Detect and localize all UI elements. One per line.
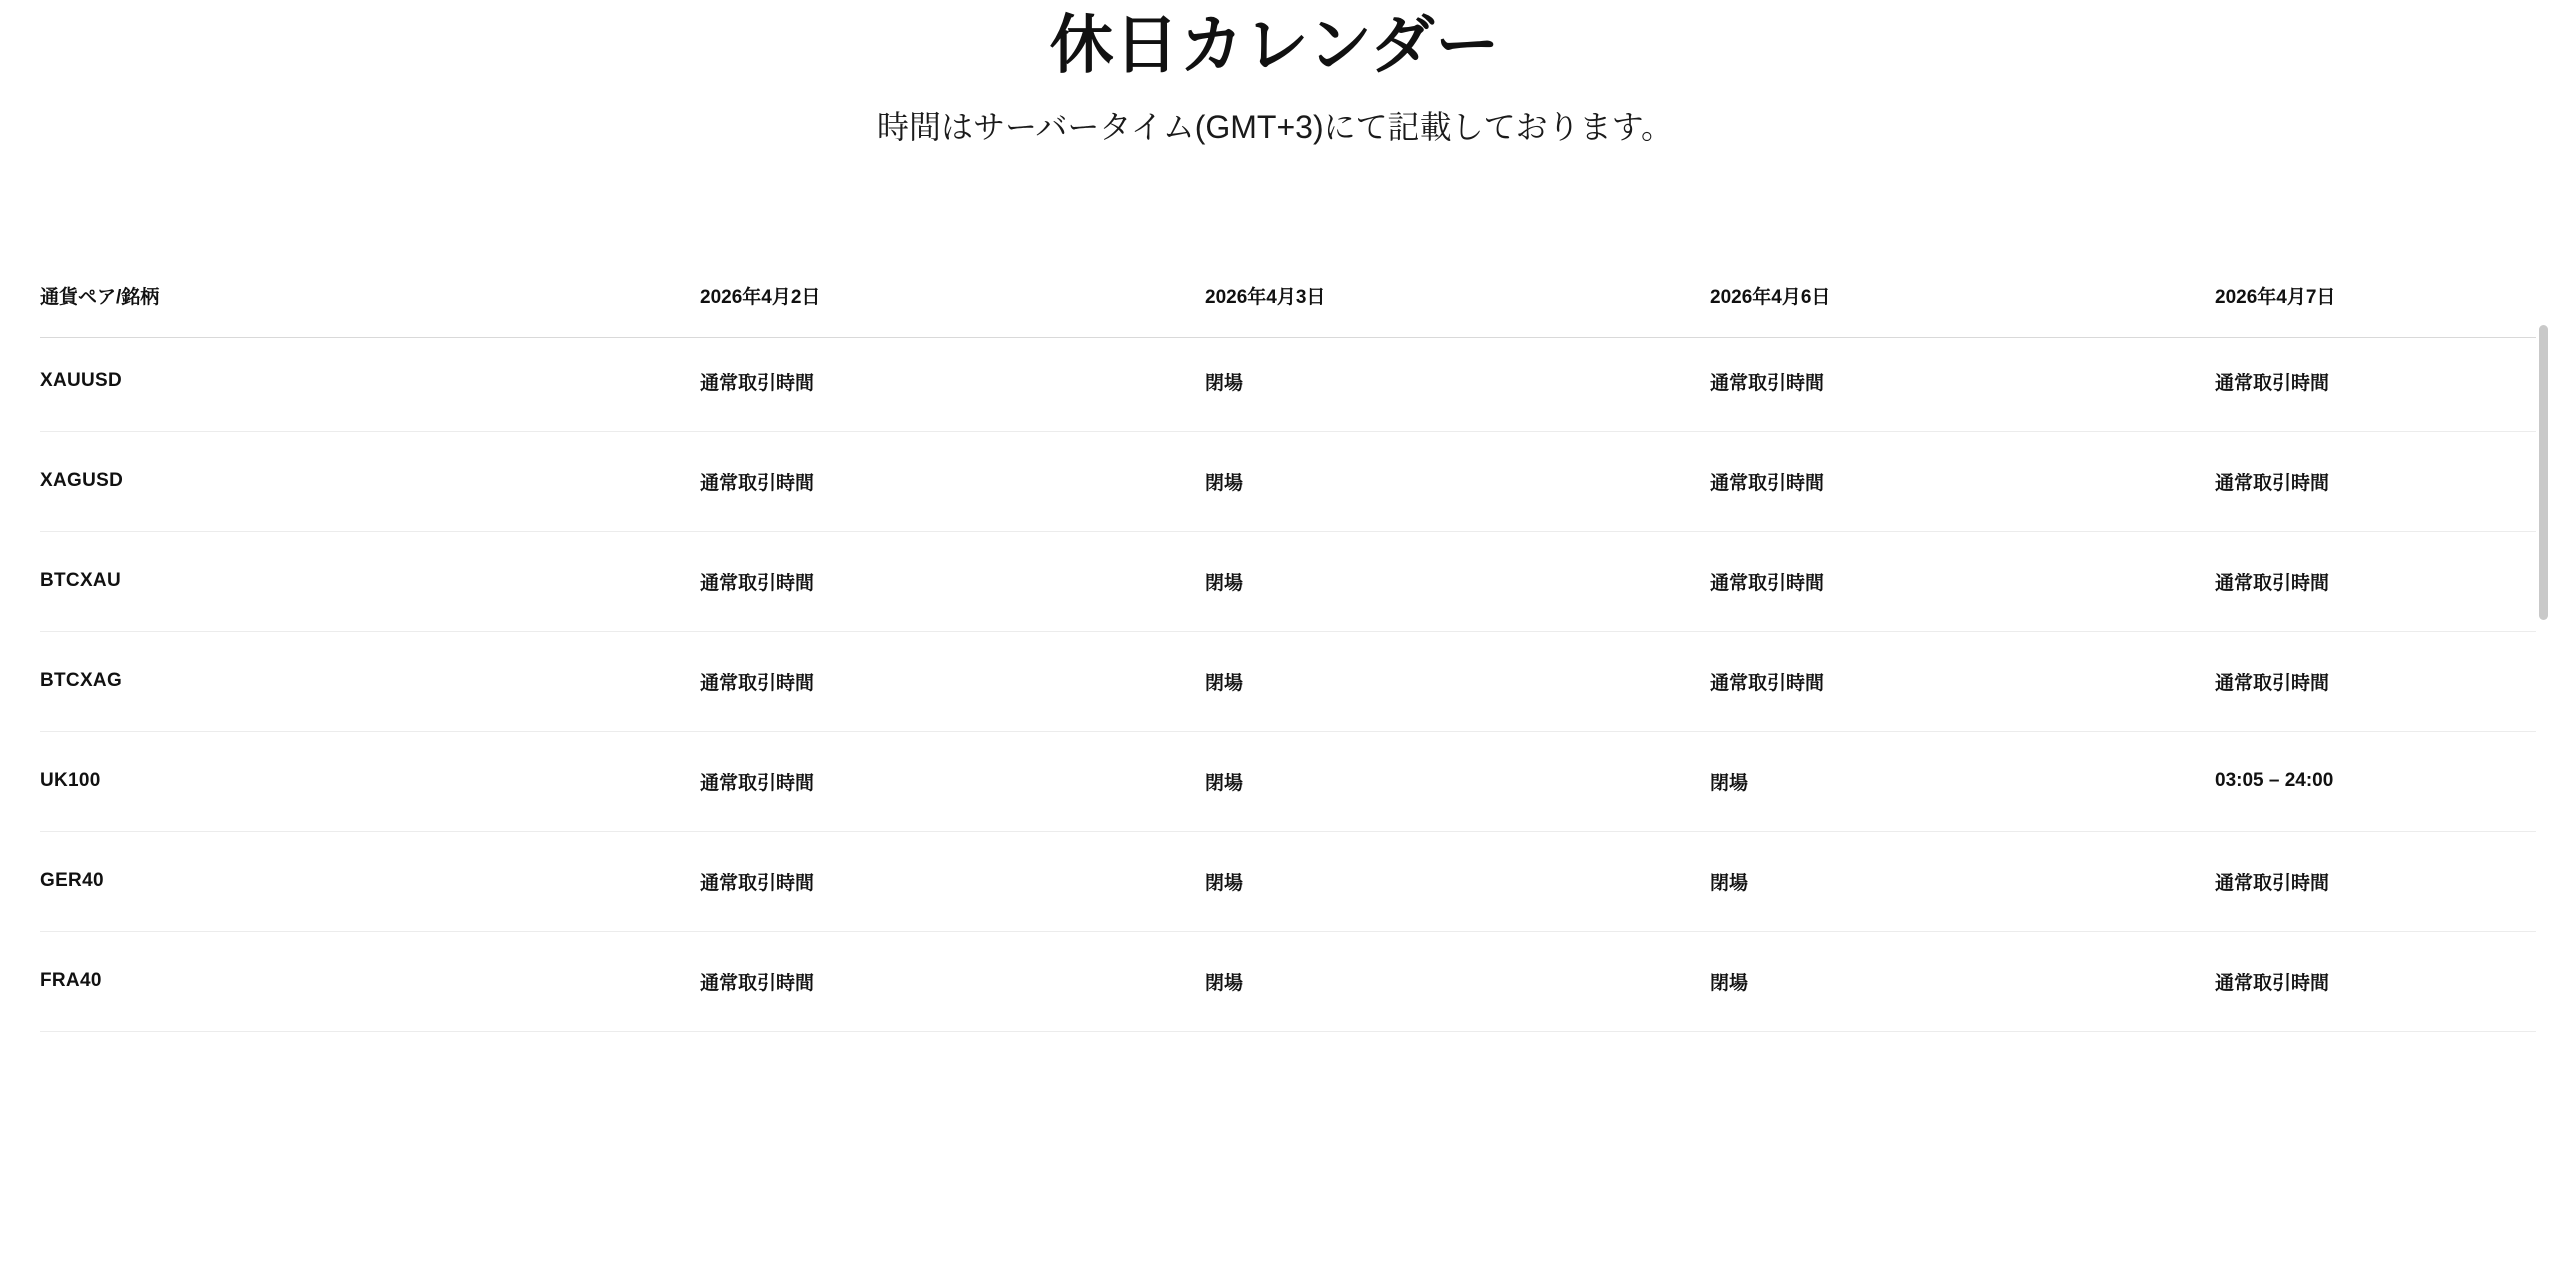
cell-status: 通常取引時間 — [2215, 631, 2540, 731]
cell-status: 閉場 — [1205, 731, 1710, 831]
column-header-date-4: 2026年4月7日 — [2215, 286, 2336, 308]
cell-status: 閉場 — [1205, 337, 1710, 431]
cell-status: 通常取引時間 — [700, 731, 1205, 831]
cell-status: 通常取引時間 — [1710, 337, 2215, 431]
table-header — [40, 282, 2540, 338]
table-body — [40, 337, 2540, 1031]
scrollbar-thumb[interactable] — [2539, 325, 2548, 620]
cell-status: 通常取引時間 — [1710, 531, 2215, 631]
cell-status: 通常取引時間 — [700, 531, 1205, 631]
page-scrollbar[interactable] — [2536, 0, 2550, 1278]
cell-symbol: GER40 — [40, 831, 700, 931]
cell-status: 03:05 – 24:00 — [2215, 731, 2540, 831]
page-title: 休日カレンダー — [1049, 9, 1501, 81]
table-header-row — [40, 282, 2540, 338]
column-header-date-3: 2026年4月6日 — [1710, 286, 1831, 308]
cell-status: 通常取引時間 — [700, 431, 1205, 531]
table-row — [40, 731, 2540, 831]
cell-status: 閉場 — [1205, 431, 1710, 531]
cell-status: 通常取引時間 — [2215, 337, 2540, 431]
cell-status: 通常取引時間 — [2215, 931, 2540, 1031]
cell-status: 閉場 — [1205, 831, 1710, 931]
cell-symbol: BTCXAG — [40, 631, 700, 731]
table-row — [40, 337, 2540, 431]
cell-status: 閉場 — [1710, 931, 2215, 1031]
table-row — [40, 831, 2540, 931]
cell-symbol: BTCXAU — [40, 531, 700, 631]
holiday-calendar-table — [40, 282, 2540, 1032]
cell-status: 通常取引時間 — [700, 337, 1205, 431]
calendar-table-container — [0, 282, 2550, 1032]
cell-status: 閉場 — [1205, 631, 1710, 731]
page-subtitle: 時間はサーバータイム(GMT+3)にて記載しております。 — [876, 109, 1674, 146]
column-header-symbol: 通貨ペア/銘柄 — [40, 286, 160, 308]
table-row — [40, 531, 2540, 631]
cell-status: 通常取引時間 — [1710, 431, 2215, 531]
cell-status: 通常取引時間 — [2215, 531, 2540, 631]
cell-symbol: XAUUSD — [40, 337, 700, 431]
cell-status: 閉場 — [1710, 831, 2215, 931]
cell-symbol: FRA40 — [40, 931, 700, 1031]
column-header-date-1: 2026年4月2日 — [700, 286, 821, 308]
cell-status: 閉場 — [1205, 531, 1710, 631]
table-row — [40, 431, 2540, 531]
cell-status: 通常取引時間 — [2215, 831, 2540, 931]
cell-status: 通常取引時間 — [1710, 631, 2215, 731]
cell-status: 通常取引時間 — [700, 931, 1205, 1031]
cell-status: 通常取引時間 — [700, 831, 1205, 931]
cell-status: 通常取引時間 — [2215, 431, 2540, 531]
cell-status: 閉場 — [1205, 931, 1710, 1031]
table-row — [40, 631, 2540, 731]
page-header — [0, 0, 2550, 147]
cell-symbol: XAGUSD — [40, 431, 700, 531]
cell-status: 閉場 — [1710, 731, 2215, 831]
column-header-date-2: 2026年4月3日 — [1205, 286, 1326, 308]
cell-symbol: UK100 — [40, 731, 700, 831]
cell-status: 通常取引時間 — [700, 631, 1205, 731]
table-row — [40, 931, 2540, 1031]
